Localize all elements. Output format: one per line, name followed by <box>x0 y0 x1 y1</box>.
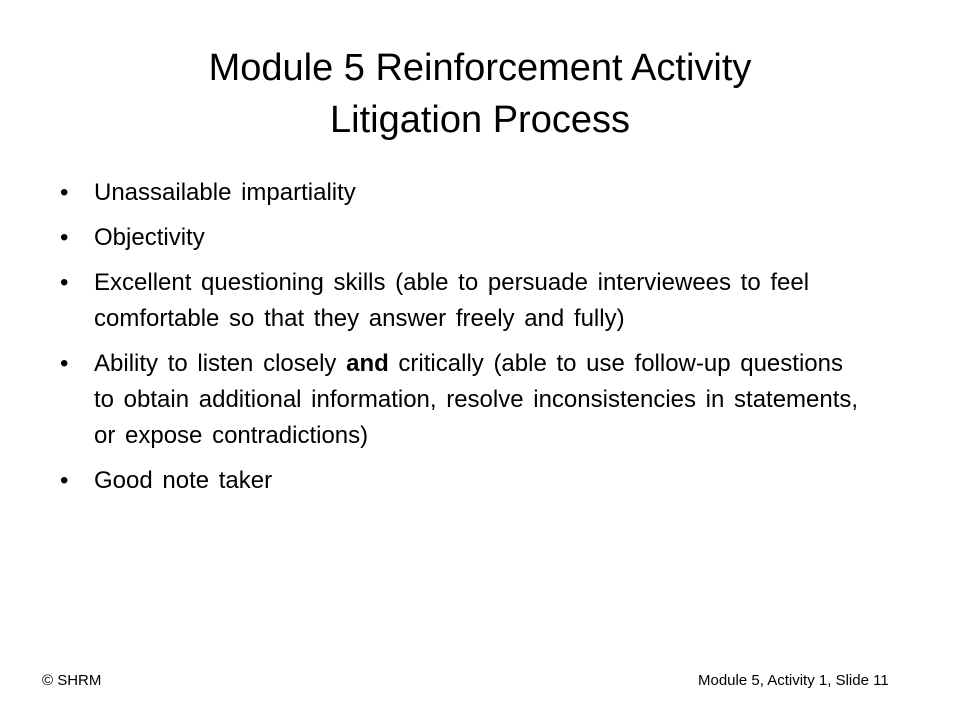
slide-title-line-2: Litigation Process <box>330 99 630 141</box>
footer-copyright: © SHRM <box>42 672 102 689</box>
bullet-text: Objectivity <box>94 224 205 251</box>
bullet-item-objectivity <box>60 220 870 256</box>
footer-slide-reference: Module 5, Activity 1, Slide 11 <box>698 672 889 689</box>
bullet-list <box>60 175 870 508</box>
bullet-dot-icon: • <box>60 350 69 377</box>
bullet-item-listening <box>60 346 870 454</box>
bullet-text-part-2: critically (able to use follow-up questions to obtain additional information, resolve inconsistencies in statements, or expose contradictions) <box>94 350 859 449</box>
slide-title <box>80 42 880 146</box>
bullet-dot-icon: • <box>60 179 69 206</box>
bullet-dot-icon: • <box>60 224 69 251</box>
bullet-dot-icon: • <box>60 269 69 296</box>
bullet-text-part-1: Ability to listen closely <box>94 350 347 377</box>
bullet-item-questioning-skills <box>60 265 870 337</box>
bullet-text: Good note taker <box>94 467 273 494</box>
bullet-item-impartiality <box>60 175 870 211</box>
bullet-text: Excellent questioning skills (able to persuade interviewees to feel comfortable so that they answer freely and fully) <box>94 269 810 332</box>
bullet-text-emphasis: and <box>346 350 389 377</box>
bullet-item-note-taker <box>60 463 870 499</box>
slide-title-line-1: Module 5 Reinforcement Activity <box>208 47 752 89</box>
bullet-dot-icon: • <box>60 467 69 494</box>
bullet-text: Unassailable impartiality <box>94 179 356 206</box>
